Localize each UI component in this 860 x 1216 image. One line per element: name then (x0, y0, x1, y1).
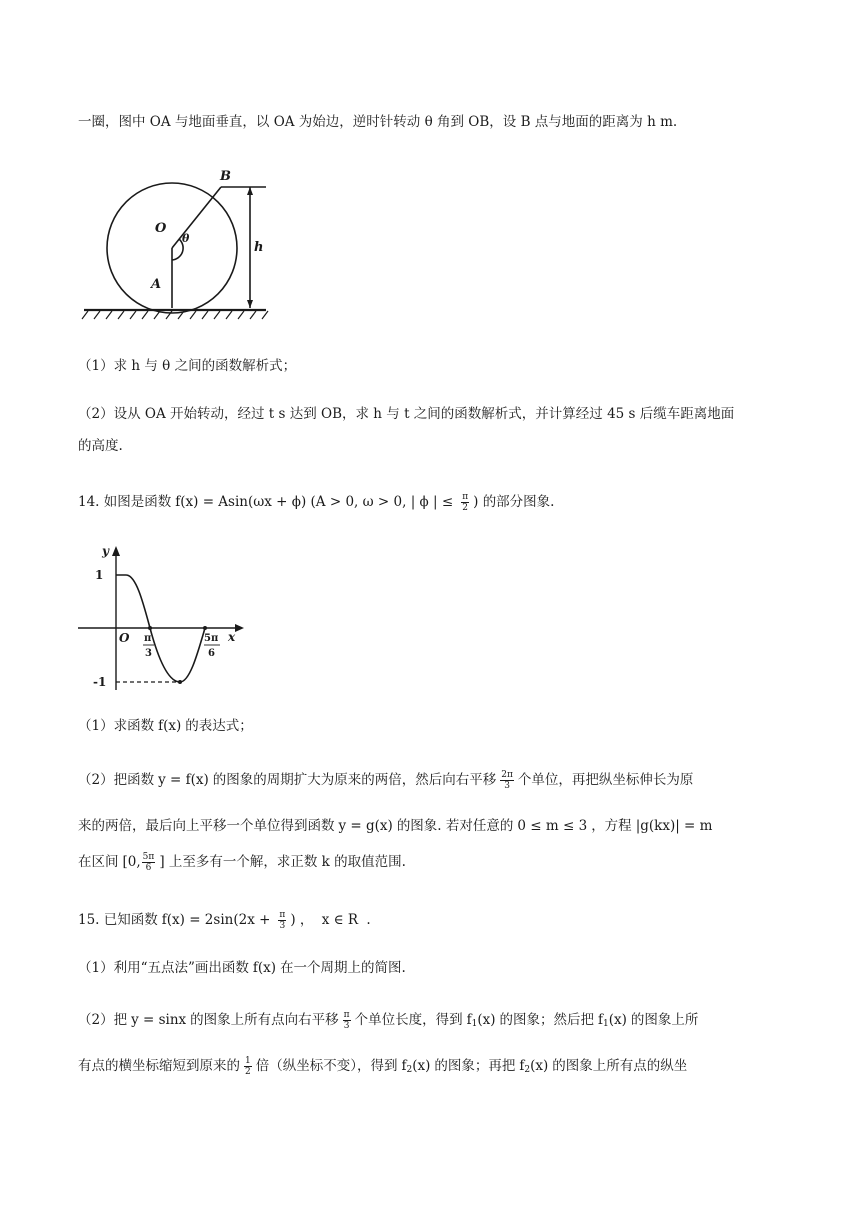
label-O: O (155, 221, 167, 236)
label-1: 1 (95, 568, 104, 582)
label-O2: O (119, 631, 130, 645)
label-3: 3 (145, 648, 152, 659)
min-point (178, 680, 182, 684)
q13-part1: （1）求 h 与 θ 之间的函数解析式； (78, 358, 297, 374)
zero-point-5pi-6 (203, 626, 207, 630)
ferris-wheel-figure (78, 160, 278, 330)
zero-point-pi-3 (148, 626, 152, 630)
label-6: 6 (208, 648, 215, 659)
label-A: A (151, 277, 162, 292)
label-h: h (254, 240, 264, 255)
q13-part2-line2: 的高度. (78, 438, 123, 454)
q14-part2-line3: 在区间 [0, $\frac{5\pi}{6}$ ] 上至多有一个解，求正数 k 的取值范围. (78, 852, 406, 873)
y-axis-arrow (112, 546, 120, 556)
label-5pi: 5π (204, 633, 219, 644)
label-B: B (220, 169, 231, 184)
q15-part1: （1）利用“五点法”画出函数 f(x) 在一个周期上的简图. (78, 960, 406, 976)
problem14-stem: 14. 如图是函数 f(x) = Asin(ωx + ϕ) (A > 0, ω > 0, | ϕ | ≤ $\frac{\pi}{2}$ ) 的部分图象. (78, 492, 555, 513)
q14-part1: （1）求函数 f(x) 的表达式； (78, 718, 253, 734)
x-axis-arrow (235, 624, 244, 632)
label-x: x (228, 630, 236, 644)
label-minus-1: -1 (93, 675, 107, 689)
q13-part2-line1: （2）设从 OA 开始转动，经过 t s 达到 OB，求 h 与 t 之间的函数解析式，并计算经过 45 s 后缆车距离地面 (78, 406, 735, 422)
q14-part2-line2: 来的两倍，最后向上平移一个单位得到函数 y = g(x) 的图象. 若对任意的 0 ≤ m ≤ 3 ，方程 |g(kx)| = m (78, 818, 713, 834)
label-pi: π (144, 633, 152, 644)
sine-graph-figure (78, 542, 248, 692)
label-theta: θ (182, 232, 190, 245)
q15-part2-line1: （2）把 y = sinx 的图象上所有点向右平移 $\frac{\pi}{3}$ 个单位长度，得到 $f_1(x)$ 的图象；然后把 $f_1(x)$ 的图象上所 (78, 1010, 699, 1031)
problem13-intro: 一圈，图中 OA 与地面垂直，以 OA 为始边，逆时针转动 θ 角到 OB，设 B 点与地面的距离为 h m. (78, 114, 678, 130)
q15-part2-line2: 有点的横坐标缩短到原来的 $\frac{1}{2}$ 倍（纵坐标不变），得到 $f_2(x)$ 的图象；再把 $f_2(x)$ 的图象上所有点的纵坐 (78, 1056, 688, 1077)
problem15-stem: 15. 已知函数 f(x) = 2sin(2x + $\frac{\pi}{3}$ ) ， x ∈ R . (78, 910, 371, 931)
q14-part2-line1: （2）把函数 y = f(x) 的图象的周期扩大为原来的两倍，然后向右平移 $\frac{2\pi}{3}$ 个单位，再把纵坐标伸长为原 (78, 770, 694, 791)
label-y: y (102, 544, 109, 558)
